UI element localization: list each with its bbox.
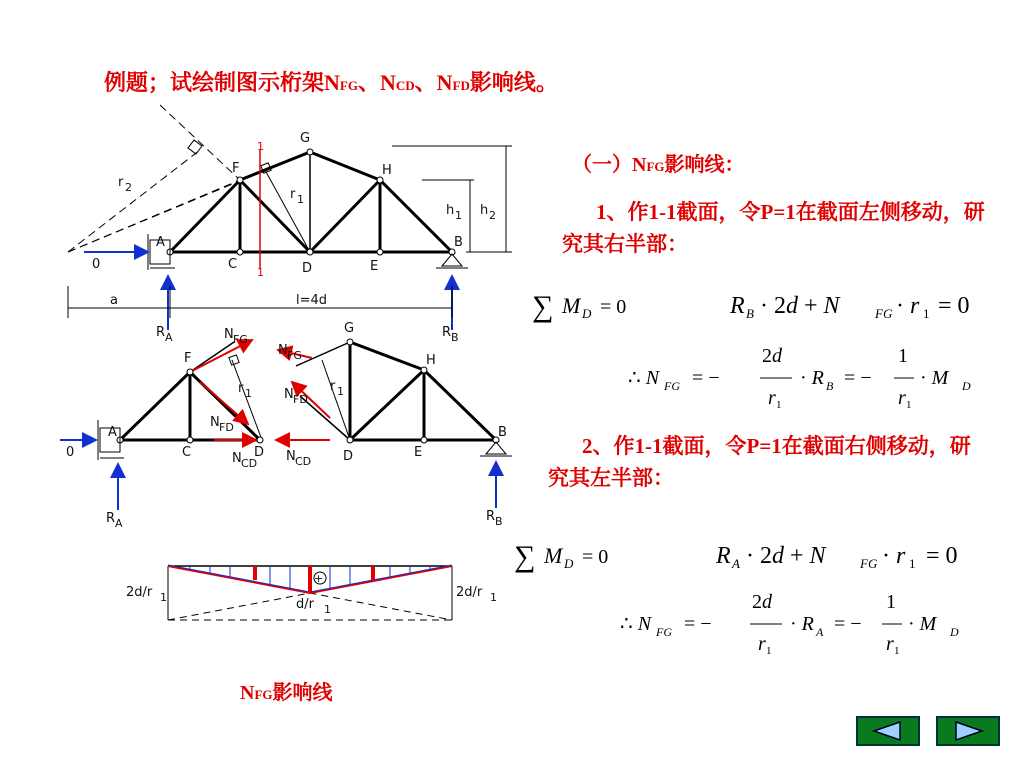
- svg-text:a: a: [110, 293, 118, 308]
- svg-text:G: G: [300, 131, 311, 146]
- svg-text:D: D: [343, 449, 354, 464]
- svg-text:B: B: [498, 425, 507, 440]
- svg-text:1: 1: [898, 345, 908, 367]
- svg-text:A: A: [732, 556, 740, 571]
- svg-text:= −: = −: [684, 613, 712, 635]
- svg-text:1: 1: [894, 645, 900, 657]
- svg-text:l=4d: l=4d: [296, 293, 328, 308]
- svg-text:D: D: [564, 556, 574, 571]
- svg-text:A: A: [816, 625, 824, 639]
- svg-text:CD: CD: [241, 457, 258, 470]
- section-heading: （一）NFG影响线：: [572, 154, 745, 176]
- svg-text:N: N: [232, 451, 242, 466]
- svg-text:· R: · R: [790, 613, 814, 635]
- svg-text:1: 1: [909, 556, 916, 571]
- svg-text:D: D: [302, 261, 313, 276]
- svg-text:· M: · M: [908, 613, 937, 635]
- svg-text:· 2d + N: · 2d + N: [760, 293, 840, 319]
- svg-text:C: C: [228, 257, 238, 272]
- svg-text:E: E: [414, 445, 423, 460]
- svg-text:= −: = −: [844, 367, 872, 389]
- svg-text:∑: ∑: [514, 540, 536, 573]
- svg-text:= −: = −: [692, 367, 720, 389]
- svg-text:= 0: = 0: [938, 293, 970, 319]
- svg-text:2: 2: [489, 209, 496, 222]
- svg-text:· M: · M: [920, 367, 949, 389]
- equation-4: [620, 591, 959, 657]
- svg-text:R: R: [716, 543, 731, 569]
- svg-text:FG: FG: [860, 556, 878, 571]
- svg-text:r: r: [886, 633, 894, 655]
- svg-text:FG: FG: [875, 306, 893, 321]
- svg-text:1: 1: [923, 306, 930, 321]
- svg-text:h: h: [480, 203, 489, 218]
- svg-text:h: h: [446, 203, 455, 218]
- svg-text:D: D: [950, 625, 959, 639]
- svg-text:B: B: [495, 515, 503, 528]
- svg-text:1: 1: [490, 591, 497, 604]
- svg-text:R: R: [156, 325, 166, 340]
- svg-text:2d/r: 2d/r: [456, 585, 483, 600]
- svg-text:2d: 2d: [752, 591, 772, 613]
- svg-text:1: 1: [776, 399, 782, 411]
- svg-text:H: H: [382, 163, 392, 178]
- svg-text:1: 1: [297, 193, 304, 206]
- svg-text:E: E: [370, 259, 379, 274]
- svg-text:1: 1: [257, 140, 264, 153]
- svg-text:D: D: [962, 379, 971, 393]
- truss-free-bodies: [60, 321, 512, 530]
- svg-text:D: D: [582, 306, 592, 321]
- svg-text:1: 1: [245, 387, 252, 400]
- svg-text:B: B: [826, 379, 834, 393]
- svg-text:∴ N: ∴ N: [620, 613, 652, 635]
- svg-text:1: 1: [257, 266, 264, 279]
- influence-line-caption: NFG影响线: [240, 682, 333, 704]
- step2-text: 2、作1-1截面，令P=1在截面右侧移动，研究其左半部：: [548, 434, 971, 490]
- svg-text:R: R: [730, 293, 745, 319]
- svg-text:B: B: [451, 331, 459, 344]
- slide-title: 例题；试绘制图示桁架NFG、NCD、NFD影响线。: [104, 70, 558, 95]
- svg-text:N: N: [284, 387, 294, 402]
- influence-line-diagram: [126, 565, 497, 620]
- svg-text:0: 0: [66, 445, 75, 460]
- svg-text:= 0: = 0: [582, 546, 609, 568]
- svg-text:∴ N: ∴ N: [628, 367, 660, 389]
- equation-3: [514, 540, 958, 573]
- svg-text:D: D: [254, 445, 265, 460]
- svg-text:r: r: [898, 387, 906, 409]
- svg-text:r: r: [330, 379, 336, 394]
- svg-text:1: 1: [160, 591, 167, 604]
- svg-text:· 2d + N: · 2d + N: [746, 543, 826, 569]
- svg-text:A: A: [115, 517, 123, 530]
- svg-text:· R: · R: [800, 367, 824, 389]
- svg-text:FD: FD: [219, 421, 234, 434]
- equation-1: [532, 290, 970, 323]
- svg-text:0: 0: [92, 257, 101, 272]
- svg-text:· r: · r: [882, 543, 906, 569]
- next-slide-button[interactable]: [936, 716, 1000, 746]
- svg-text:R: R: [486, 509, 496, 524]
- svg-text:G: G: [344, 321, 355, 336]
- svg-text:FG: FG: [664, 379, 680, 393]
- svg-text:d/r: d/r: [296, 597, 314, 612]
- svg-text:C: C: [182, 445, 192, 460]
- svg-text:∑: ∑: [532, 290, 554, 323]
- svg-text:= −: = −: [834, 613, 862, 635]
- equation-2: [628, 345, 971, 411]
- svg-text:r: r: [118, 175, 124, 190]
- prev-slide-button[interactable]: [856, 716, 920, 746]
- svg-text:B: B: [454, 235, 463, 250]
- svg-text:A: A: [165, 331, 173, 344]
- triangle-left-icon: [858, 718, 918, 744]
- svg-text:1: 1: [906, 399, 912, 411]
- svg-text:1: 1: [455, 209, 462, 222]
- svg-text:r: r: [290, 187, 296, 202]
- svg-text:N: N: [210, 415, 220, 430]
- svg-text:M: M: [562, 293, 581, 318]
- svg-text:1: 1: [766, 645, 772, 657]
- svg-text:+: +: [314, 572, 324, 585]
- triangle-right-icon: [938, 718, 998, 744]
- svg-text:1: 1: [886, 591, 896, 613]
- svg-text:1: 1: [337, 385, 344, 398]
- svg-text:N: N: [224, 327, 234, 342]
- svg-text:H: H: [426, 353, 436, 368]
- svg-text:N: N: [278, 343, 288, 358]
- svg-text:FD: FD: [293, 393, 308, 406]
- svg-text:2d: 2d: [762, 345, 782, 367]
- svg-text:A: A: [156, 235, 165, 250]
- svg-text:R: R: [442, 325, 452, 340]
- svg-text:FG: FG: [287, 349, 302, 362]
- step1-text: 1、作1-1截面，令P=1在截面左侧移动，研究其右半部：: [562, 200, 985, 256]
- svg-text:r: r: [758, 633, 766, 655]
- svg-text:R: R: [106, 511, 116, 526]
- svg-text:FG: FG: [233, 333, 248, 346]
- svg-text:= 0: = 0: [600, 296, 627, 318]
- svg-text:r: r: [768, 387, 776, 409]
- svg-text:CD: CD: [295, 455, 312, 468]
- svg-text:FG: FG: [656, 625, 672, 639]
- truss-full: [68, 105, 512, 344]
- svg-text:N: N: [286, 449, 296, 464]
- svg-text:A: A: [108, 425, 117, 440]
- svg-text:F: F: [232, 161, 240, 176]
- svg-text:2d/r: 2d/r: [126, 585, 153, 600]
- svg-text:1: 1: [324, 603, 331, 616]
- svg-text:F: F: [184, 351, 192, 366]
- svg-text:2: 2: [125, 181, 132, 194]
- svg-text:r: r: [238, 381, 244, 396]
- svg-text:M: M: [544, 543, 563, 568]
- svg-text:· r: · r: [896, 293, 920, 319]
- svg-text:= 0: = 0: [926, 543, 958, 569]
- svg-text:B: B: [746, 306, 754, 321]
